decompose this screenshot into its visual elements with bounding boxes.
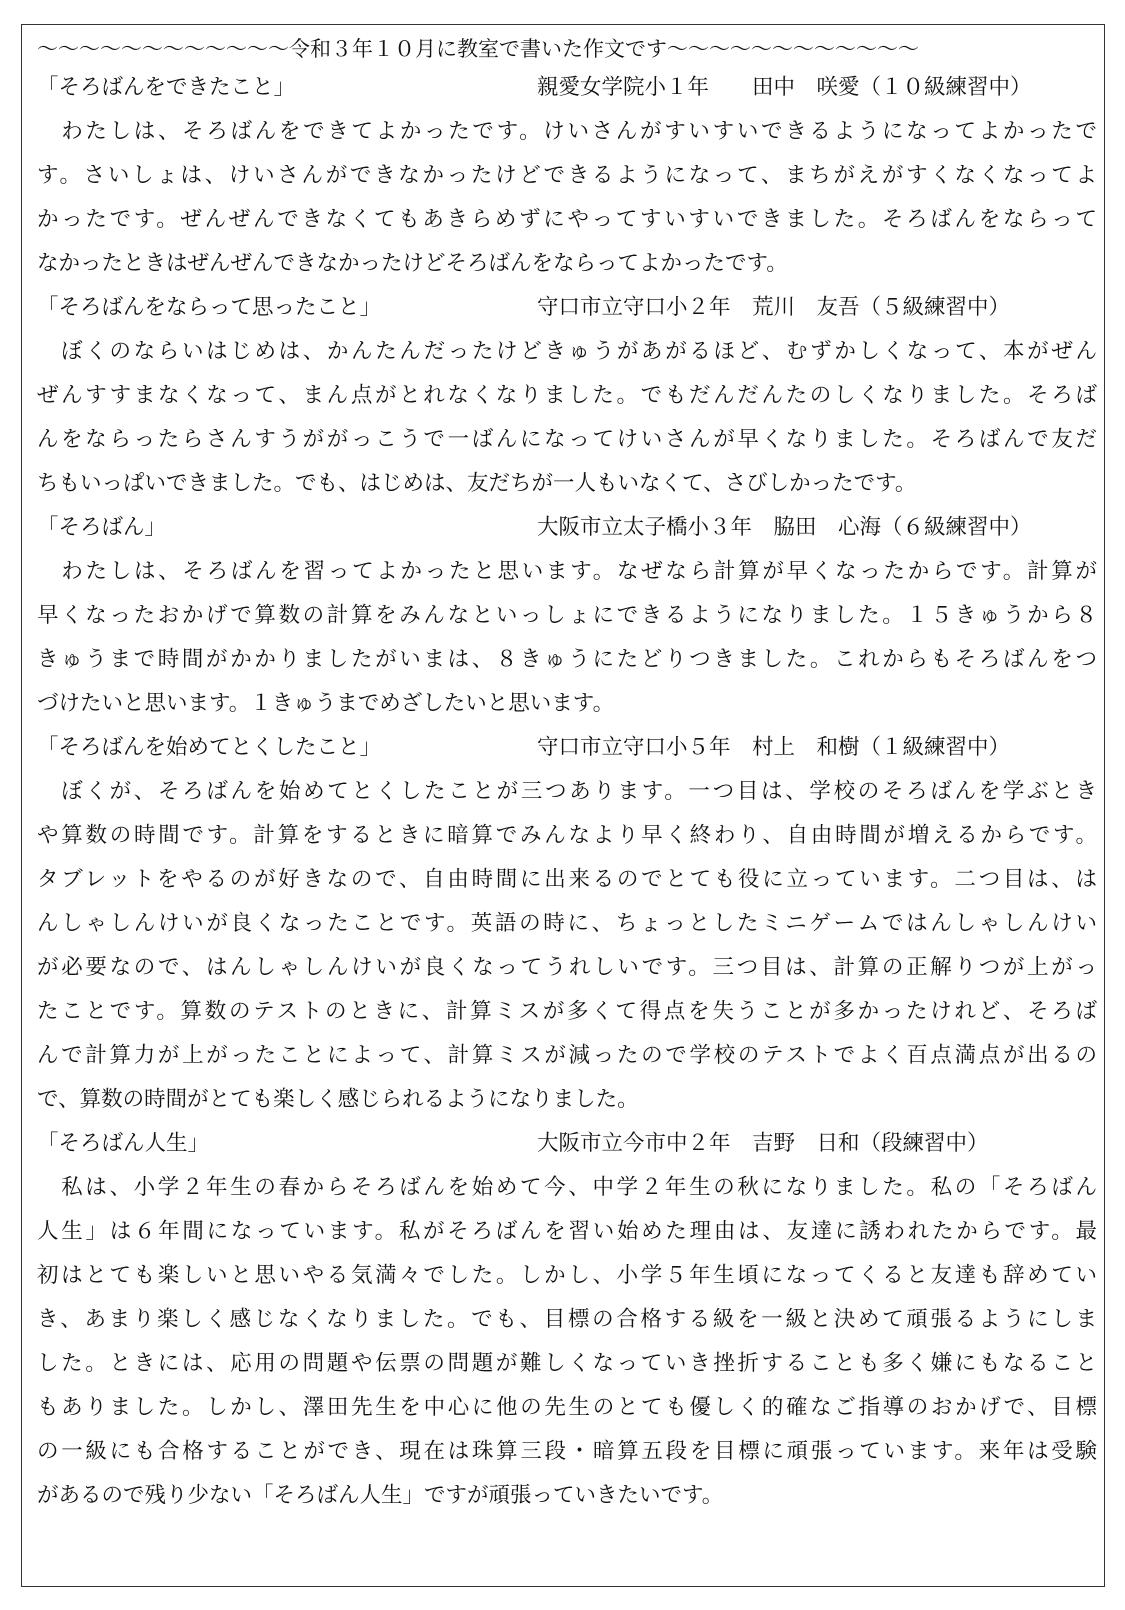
essay-line: ぼくのならいはじめは、かんたんだったけどきゅうがあがるほど、むずかしくなって、本がぜん <box>37 339 1097 364</box>
essay-line: 私は、小学２年生の春からそろばんを始めて今、中学２年生の秋になりました。私の「そろばん <box>37 1175 1097 1200</box>
essay-line: き、あまり楽しく感じなくなりました。でも、目標の合格する級を一級と決めて頑張るようにしま <box>37 1307 1097 1332</box>
essay-title: 「そろばんをならって思ったこと」 <box>37 295 382 320</box>
essay-line: で、算数の時間がとても楽しく感じられるようになりました。 <box>37 1087 639 1112</box>
essay-line: タブレットをやるのが好きなので、自由時間に出来るのでとても役に立っています。二つ目は、は <box>37 867 1097 892</box>
essay-line: かったです。ぜんぜんできなくてもあきらめずにやってすいすいできました。そろばんをならって <box>37 207 1097 232</box>
essay-line: わたしは、そろばんをできてよかったです。けいさんがすいすいできるようになってよかったで <box>37 119 1097 144</box>
essay-line: ぼくが、そろばんを始めてとくしたことが三つあります。一つ目は、学校のそろばんを学ぶとき <box>37 779 1097 804</box>
essay-heading <box>37 733 1097 763</box>
essay-line: す。さいしょは、けいさんができなかったけどできるようになって、まちがえがすくなくなってよ <box>37 163 1097 188</box>
essay-author: 親愛女学院小１年 田中 咲愛（１０級練習中） <box>537 75 1032 100</box>
essay-title: 「そろばん人生」 <box>37 1131 210 1156</box>
essay-line: わたしは、そろばんを習ってよかったと思います。なぜなら計算が早くなったからです。計算が <box>37 559 1097 584</box>
essay-line: ぜんすすまなくなって、まん点がとれなくなりました。でもだんだんたのしくなりました。そろば <box>37 383 1097 408</box>
essay-line: づけたいと思います。１きゅうまでめざしたいと思います。 <box>37 691 615 716</box>
essay-line: 人生」は６年間になっています。私がそろばんを習い始めた理由は、友達に誘われたからです。最 <box>37 1219 1097 1244</box>
essay-line: 早くなったおかげで算数の計算をみんなといっしょにできるようになりました。１５きゅうから８ <box>37 603 1097 628</box>
essay-heading <box>37 513 1097 543</box>
essay-line: ちもいっぱいできました。でも、はじめは、友だちが一人もいなくて、さびしかったです。 <box>37 471 917 496</box>
page-header: 〜〜〜〜〜〜〜〜〜〜〜〜令和３年１０月に教室で書いた作文です〜〜〜〜〜〜〜〜〜〜〜〜 <box>37 37 919 61</box>
essay-line: たことです。算数のテストのときに、計算ミスが多くて得点を失うことが多かったけれど、そろば <box>37 999 1097 1024</box>
essay-line: んで計算力が上がったことによって、計算ミスが減ったので学校のテストでよく百点満点が出るの <box>37 1043 1097 1068</box>
essay-title: 「そろばん」 <box>37 515 167 540</box>
essay-line: した。ときには、応用の問題や伝票の問題が難しくなっていき挫折することも多く嫌にもなること <box>37 1351 1097 1376</box>
essay-line: の一級にも合格することができ、現在は珠算三段・暗算五段を目標に頑張っています。来年は受験 <box>37 1439 1097 1464</box>
essay-line: 初はとても楽しいと思いやる気満々でした。しかし、小学５年生頃になってくると友達も辞めてい <box>37 1263 1097 1288</box>
essay-title: 「そろばんをできたこと」 <box>37 75 296 100</box>
essay-line: があるので残り少ない「そろばん人生」ですが頑張っていきたいです。 <box>37 1483 724 1508</box>
essay-heading <box>37 1129 1097 1159</box>
essay-line: が必要なので、はんしゃしんけいが良くなってうれしいです。三つ目は、計算の正解りつが上がっ <box>37 955 1097 980</box>
essay-line: んをならったらさんすうががっこうで一ばんになってけいさんが早くなりました。そろばんで友だ <box>37 427 1097 452</box>
essay-author: 大阪市立今市中２年 吉野 日和（段練習中） <box>537 1131 989 1156</box>
essay-line: きゅうまで時間がかかりましたがいまは、８きゅうにたどりつきました。これからもそろばんをつ <box>37 647 1097 672</box>
essay-line: や算数の時間です。計算をするときに暗算でみんなより早く終わり、自由時間が増えるからです。 <box>37 823 1097 848</box>
essay-author: 大阪市立太子橋小３年 脇田 心海（６級練習中） <box>537 515 1032 540</box>
essay-author: 守口市立守口小２年 荒川 友吾（５級練習中） <box>537 295 1011 320</box>
essay-line: もありました。しかし、澤田先生を中心に他の先生のとても優しく的確なご指導のおかげで、目標 <box>37 1395 1097 1420</box>
essay-title: 「そろばんを始めてとくしたこと」 <box>37 735 382 760</box>
essay-heading <box>37 73 1097 103</box>
essay-line: なかったときはぜんぜんできなかったけどそろばんをならってよかったです。 <box>37 251 788 276</box>
essay-author: 守口市立守口小５年 村上 和樹（１級練習中） <box>537 735 1011 760</box>
essay-line: んしゃしんけいが良くなったことです。英語の時に、ちょっとしたミニゲームではんしゃしんけい <box>37 911 1097 936</box>
essay-heading <box>37 293 1097 323</box>
